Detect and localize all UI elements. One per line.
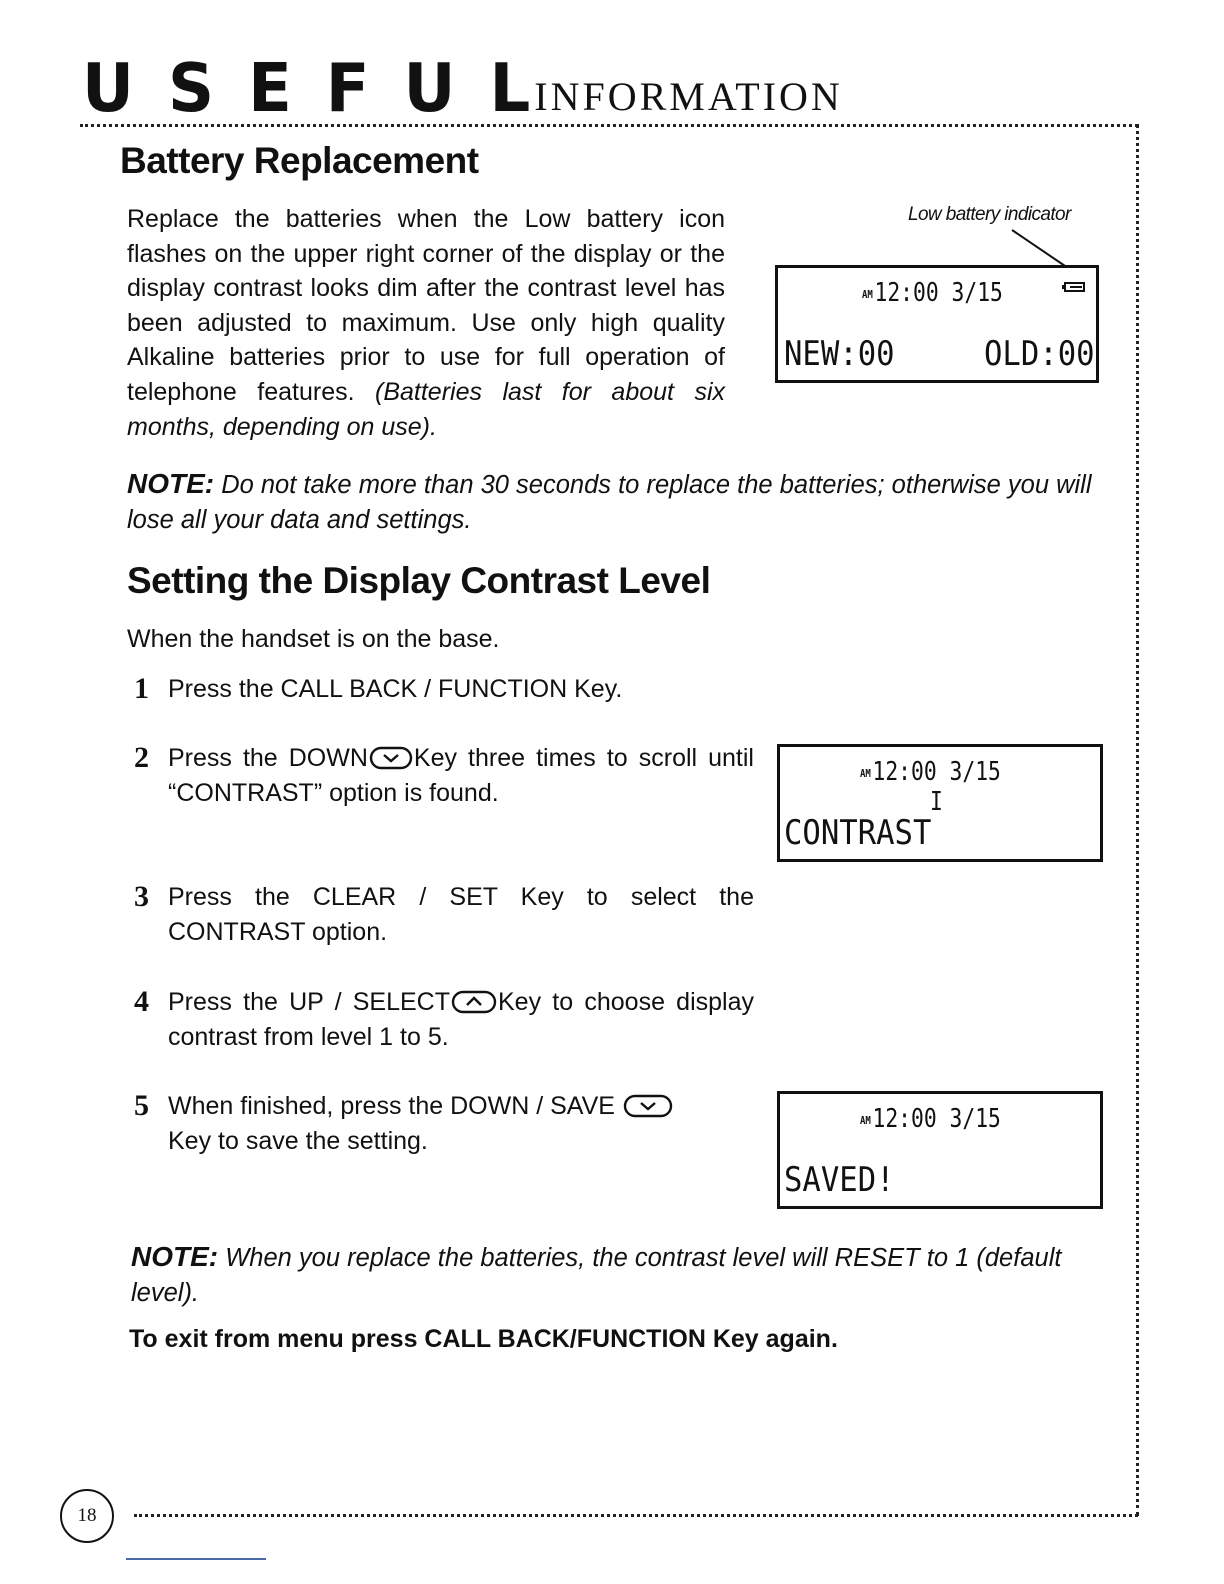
step-text: When finished, press the DOWN / SAVE [168,1092,615,1120]
lcd-am-indicator: AM [860,1114,871,1127]
lcd-saved-text: SAVED! [784,1160,895,1200]
header-letter-u2: U [403,50,456,128]
lcd-am-indicator: AM [860,767,871,780]
lcd-time-row [862,278,1003,308]
lcd-time-row [860,757,1001,787]
lcd-old-count: OLD:00 [984,334,1095,374]
low-battery-icon [1062,281,1086,293]
step-number: 3 [134,880,149,913]
step-number: 4 [134,985,149,1018]
step-text-block [168,985,754,1055]
step-text-block [168,1089,754,1159]
lcd-am-indicator: AM [862,288,873,301]
battery-paragraph [127,202,725,444]
step-text-block [168,741,754,811]
lcd-time: 12:00 3/15 [872,1104,1001,1134]
dotted-rule-bottom [134,1514,1138,1517]
contrast-heading: Setting the Display Contrast Level [127,560,711,601]
down-key-icon [369,746,413,770]
page-number: 18 [60,1489,114,1543]
lcd-display-saved [777,1091,1103,1209]
header-letter-l: L [489,50,531,128]
low-battery-label: Low battery indicator [908,204,1071,225]
page-underline [126,1558,266,1560]
lcd-display-standby [775,265,1099,383]
up-key-icon [451,990,497,1014]
down-save-key-icon [623,1094,673,1118]
lcd-display-contrast [777,744,1103,862]
contrast-note [131,1239,1099,1311]
note-label: NOTE: [131,1241,219,1272]
lcd-time: 12:00 3/15 [872,757,1001,787]
lcd-cursor: I [930,787,943,817]
header-subtitle: INFORMATION [534,74,843,119]
lcd-time-row [860,1104,1001,1134]
step-4 [134,985,754,1057]
step-number: 1 [134,672,149,705]
step-text: Press the UP / SELECT [168,988,450,1016]
step-5 [134,1089,754,1161]
step-text: Press the CLEAR / SET Key to select the CONTRAST option. [168,883,754,946]
lcd-new-count: NEW:00 [784,334,895,374]
header-letter-s: S [167,50,215,128]
note-text: Do not take more than 30 seconds to replace the batteries; otherwise you will lose all your data and settings. [127,471,1092,534]
step-text: Press the CALL BACK / FUNCTION Key. [168,675,623,703]
step-number: 2 [134,741,149,774]
battery-replacement-heading: Battery Replacement [120,140,479,181]
exit-instruction: To exit from menu press CALL BACK/FUNCTION Key again. [129,1325,838,1353]
step-3 [134,880,754,952]
step-text: Press the DOWN [168,744,368,772]
step-text-continued: Key to save the setting. [168,1127,428,1155]
step-2 [134,741,754,813]
note-text: When you replace the batteries, the contrast level will RESET to 1 (default level). [131,1244,1062,1307]
battery-paragraph-text: Replace the batteries when the Low battery icon flashes on the upper right corner of the display or the display contrast looks dim after the contrast level has been adjusted to maximum. Use only high quality Alkaline batteries prior to use for full operation of telephone features. [127,205,725,406]
step-text-continued: Key three times to scroll until “CONTRAST” option is found. [168,744,754,807]
contrast-intro: When the handset is on the base. [127,625,500,653]
step-text-continued: Key to choose display contrast from level 1 to 5. [168,988,755,1051]
header-letter-f: F [325,50,370,128]
lcd-contrast-text: CONTRAST [784,813,932,853]
lcd-time: 12:00 3/15 [874,278,1003,308]
header-letter-u: U [82,50,134,128]
battery-note [127,466,1099,538]
dotted-rule-right [1136,124,1139,1516]
header-letter-e: E [248,50,292,128]
battery-life-text: (Batteries last for about six months, depending on use). [127,377,725,441]
step-number: 5 [134,1089,149,1122]
dotted-rule-top [80,124,1138,127]
note-label: NOTE: [127,468,215,499]
section-header [82,50,843,128]
